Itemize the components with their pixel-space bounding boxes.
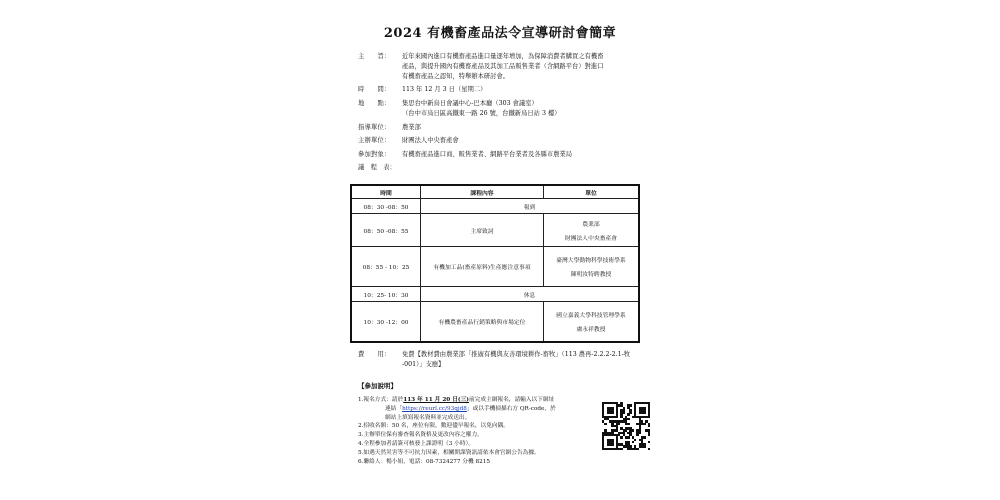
row-unit: 國立嘉義大學科技管理學系 盧永祥教授 (544, 302, 640, 342)
agenda-label: 議 程 表： (358, 163, 396, 171)
row-unit: 農業部 財團法人中央畜產會 (544, 214, 640, 247)
host-label: 主辦單位： (358, 137, 391, 145)
time-value: 113 年 12 月 3 日（星期二） (402, 86, 487, 94)
registration-link[interactable]: https://reurl.cc/93qjd8 (402, 405, 467, 412)
row-content: 報到 (421, 199, 640, 214)
row-content: 有機加工品(畜產原料)生產應注意事項 (421, 247, 544, 287)
row-content: 主席致詞 (421, 214, 544, 247)
row-time: 08：50 -08：55 (351, 214, 421, 247)
row-time: 10：25- 10：30 (351, 287, 421, 302)
page-title: 2024 有機畜產品法令宣導研討會簡章 (383, 26, 617, 41)
purpose-row (358, 52, 658, 81)
info-section (358, 52, 658, 173)
guide-value: 農業部 (402, 123, 421, 131)
note-4: 4.全程參加者請簽可核發上課證明（3 小時）。 (358, 441, 475, 448)
table-row (351, 247, 639, 287)
fee-section (358, 350, 658, 374)
fee-value: 免費【教材費由農業部「推廣有機與友善環境耕作-畜牧」（113 農再-2.2.2-2.1-牧 -001）」支應】 (402, 351, 631, 368)
purpose-label: 主 旨： (358, 53, 391, 60)
note-6: 6.聯絡人：楊小姐，電話：08-7324277 分機 8215 (358, 458, 490, 465)
header-unit: 單位 (544, 185, 640, 199)
host-row (358, 136, 658, 146)
note-1: 1.報名方式：請於113 年 11 月 20 日(三)前完成主網報名，請輸入以下網址 (358, 397, 555, 403)
guide-row (358, 123, 658, 133)
place-label: 地 點： (358, 100, 391, 107)
schedule-table (350, 184, 640, 343)
row-time: 08：30 -08：50 (351, 199, 421, 214)
host-value: 財團法人中央畜產會 (402, 137, 459, 145)
purpose-text: 近年來國內進口有機畜產品進口量逐年增加，為保障消費者購買之有機畜 產品，與提升國內有機畜產品及其加工品販售業者（含網路平台）對進口 有機畜產品之認知，特舉辦本研討會。 (402, 53, 604, 80)
notes-list: 1.報名方式：請於113 年 11 月 20 日(三)前完成主網報名，請輸入以下網址 連結「https://reurl.cc/93qjd8」或以手機掃描右方 QR-code，於 網站上填寫報名資料並完成送出。 2.招收名額：50 名，座位有限，數迎儘早報名，以免向隅。 3.主辦單位保有審查報名資格及更改內容之權力。 4.全程參加者請簽可核發上課證明（3 小時）。 5.如遇天然災害等不可抗力因素，相關開課資訊請依本會官網公告為據。 6.聯絡人：楊小姐，電話：08-7324277 分機 8215 (358, 396, 598, 467)
time-label: 時 間： (358, 86, 391, 94)
schedule-header-row (351, 185, 639, 199)
row-time: 10：30 -12：00 (351, 302, 421, 342)
table-row (351, 214, 639, 247)
table-row (351, 302, 639, 342)
header-content: 課程內容 (421, 185, 544, 199)
note-5: 5.如遇天然災害等不可抗力因素，相關開課資訊請依本會官網公告為據。 (358, 449, 540, 456)
row-unit: 臺灣大學動物科學技術學系 陳明汝特聘教授 (544, 247, 640, 287)
table-row (351, 199, 639, 214)
document-page (340, 0, 660, 500)
audience-value: 有機畜產品進口商、販售業者、網路平台業者及各縣市農業局 (402, 151, 573, 158)
qr-code-icon[interactable] (602, 402, 650, 450)
place-row (358, 99, 658, 119)
fee-label: 費 用： (358, 351, 391, 358)
notes-heading: 【參加說明】 (358, 382, 397, 390)
note-2: 2.招收名額：50 名，座位有限，數迎儘早報名，以免向隅。 (358, 423, 509, 430)
place-value: 集思台中新烏日會議中心-巴本廳（303 會議室） （台中市烏日區高鐵東一路 26 號，台鐵新烏日站 3 樓） (402, 100, 561, 117)
guide-label: 指導單位： (358, 123, 391, 131)
header-time: 時間 (351, 185, 421, 199)
table-row (351, 287, 639, 302)
row-time: 08：55 - 10：25 (351, 247, 421, 287)
row-content: 有機農畜產品行銷策略與市場定位 (421, 302, 544, 342)
audience-row (358, 150, 658, 160)
row-content: 休息 (421, 287, 640, 302)
audience-label: 參加對象： (358, 151, 391, 158)
note-3: 3.主辦單位保有審查報名資格及更改內容之權力。 (358, 432, 483, 439)
time-row (358, 85, 658, 95)
